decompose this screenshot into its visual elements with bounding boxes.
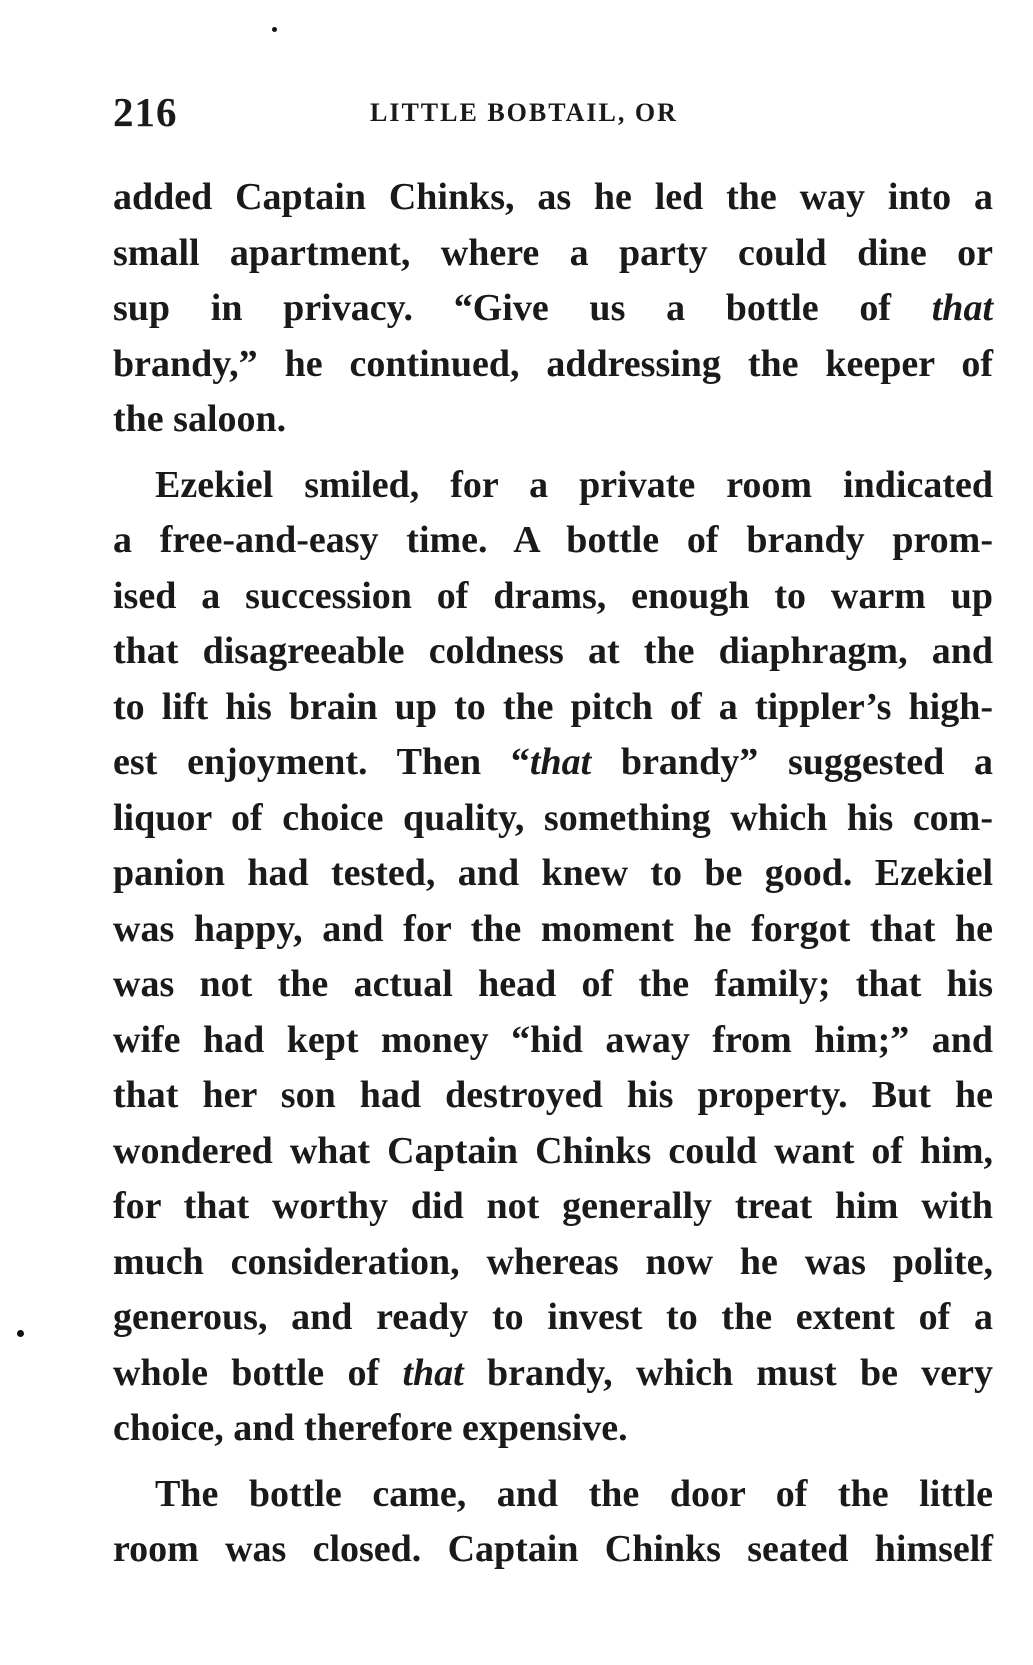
text-line: a free-and-easy time. A bottle of brandy prom- [113,519,993,561]
text-line: liquor of choice quality, something which his com- [113,796,993,839]
body-text [113,170,993,1578]
text-line: brandy,” he continued, addressing the keeper of [113,342,993,385]
text-line: small apartment, where a party could dine or [113,231,993,274]
running-title: LITTLE BOBTAIL, OR [370,98,678,127]
text-line: whole bottle of that brandy, which must be very [113,1351,993,1394]
text-line: was not the actual head of the family; that his [113,963,993,1005]
paragraph [113,458,993,1457]
text-line: wife had kept money “hid away from him;” and [113,1018,993,1061]
text-line: added Captain Chinks, as he led the way into a [113,176,993,218]
text-line: the saloon. [113,398,287,440]
text-line: wondered what Captain Chinks could want of him, [113,1129,993,1172]
text-line: room was closed. Captain Chinks seated himself [113,1528,993,1570]
page-number: 216 [113,89,178,135]
text-line: to lift his brain up to the pitch of a tippler’s high- [113,685,993,728]
ink-speck [17,1330,24,1337]
text-line: that her son had destroyed his property. But he [113,1074,993,1116]
text-line: Ezekiel smiled, for a private room indicated [155,463,993,506]
text-line: est enjoyment. Then “that brandy” suggested a [113,741,993,783]
text-line: for that worthy did not generally treat him with [113,1185,993,1227]
text-line: panion had tested, and knew to be good. Ezekiel [113,852,993,894]
text-line: ised a succession of drams, enough to warm up [113,574,993,617]
text-line: choice, and therefore expensive. [113,1407,628,1449]
text-line: that disagreeable coldness at the diaphragm, and [113,630,993,672]
ink-speck [272,27,277,32]
text-line: generous, and ready to invest to the extent of a [113,1296,993,1338]
text-line: sup in privacy. “Give us a bottle of that [113,287,993,329]
running-head [113,88,993,138]
paragraph [113,170,993,448]
text-line: was happy, and for the moment he forgot that he [113,907,993,950]
text-line: The bottle came, and the door of the little [155,1472,993,1515]
text-line: much consideration, whereas now he was polite, [113,1240,993,1283]
paragraph [113,1467,993,1578]
